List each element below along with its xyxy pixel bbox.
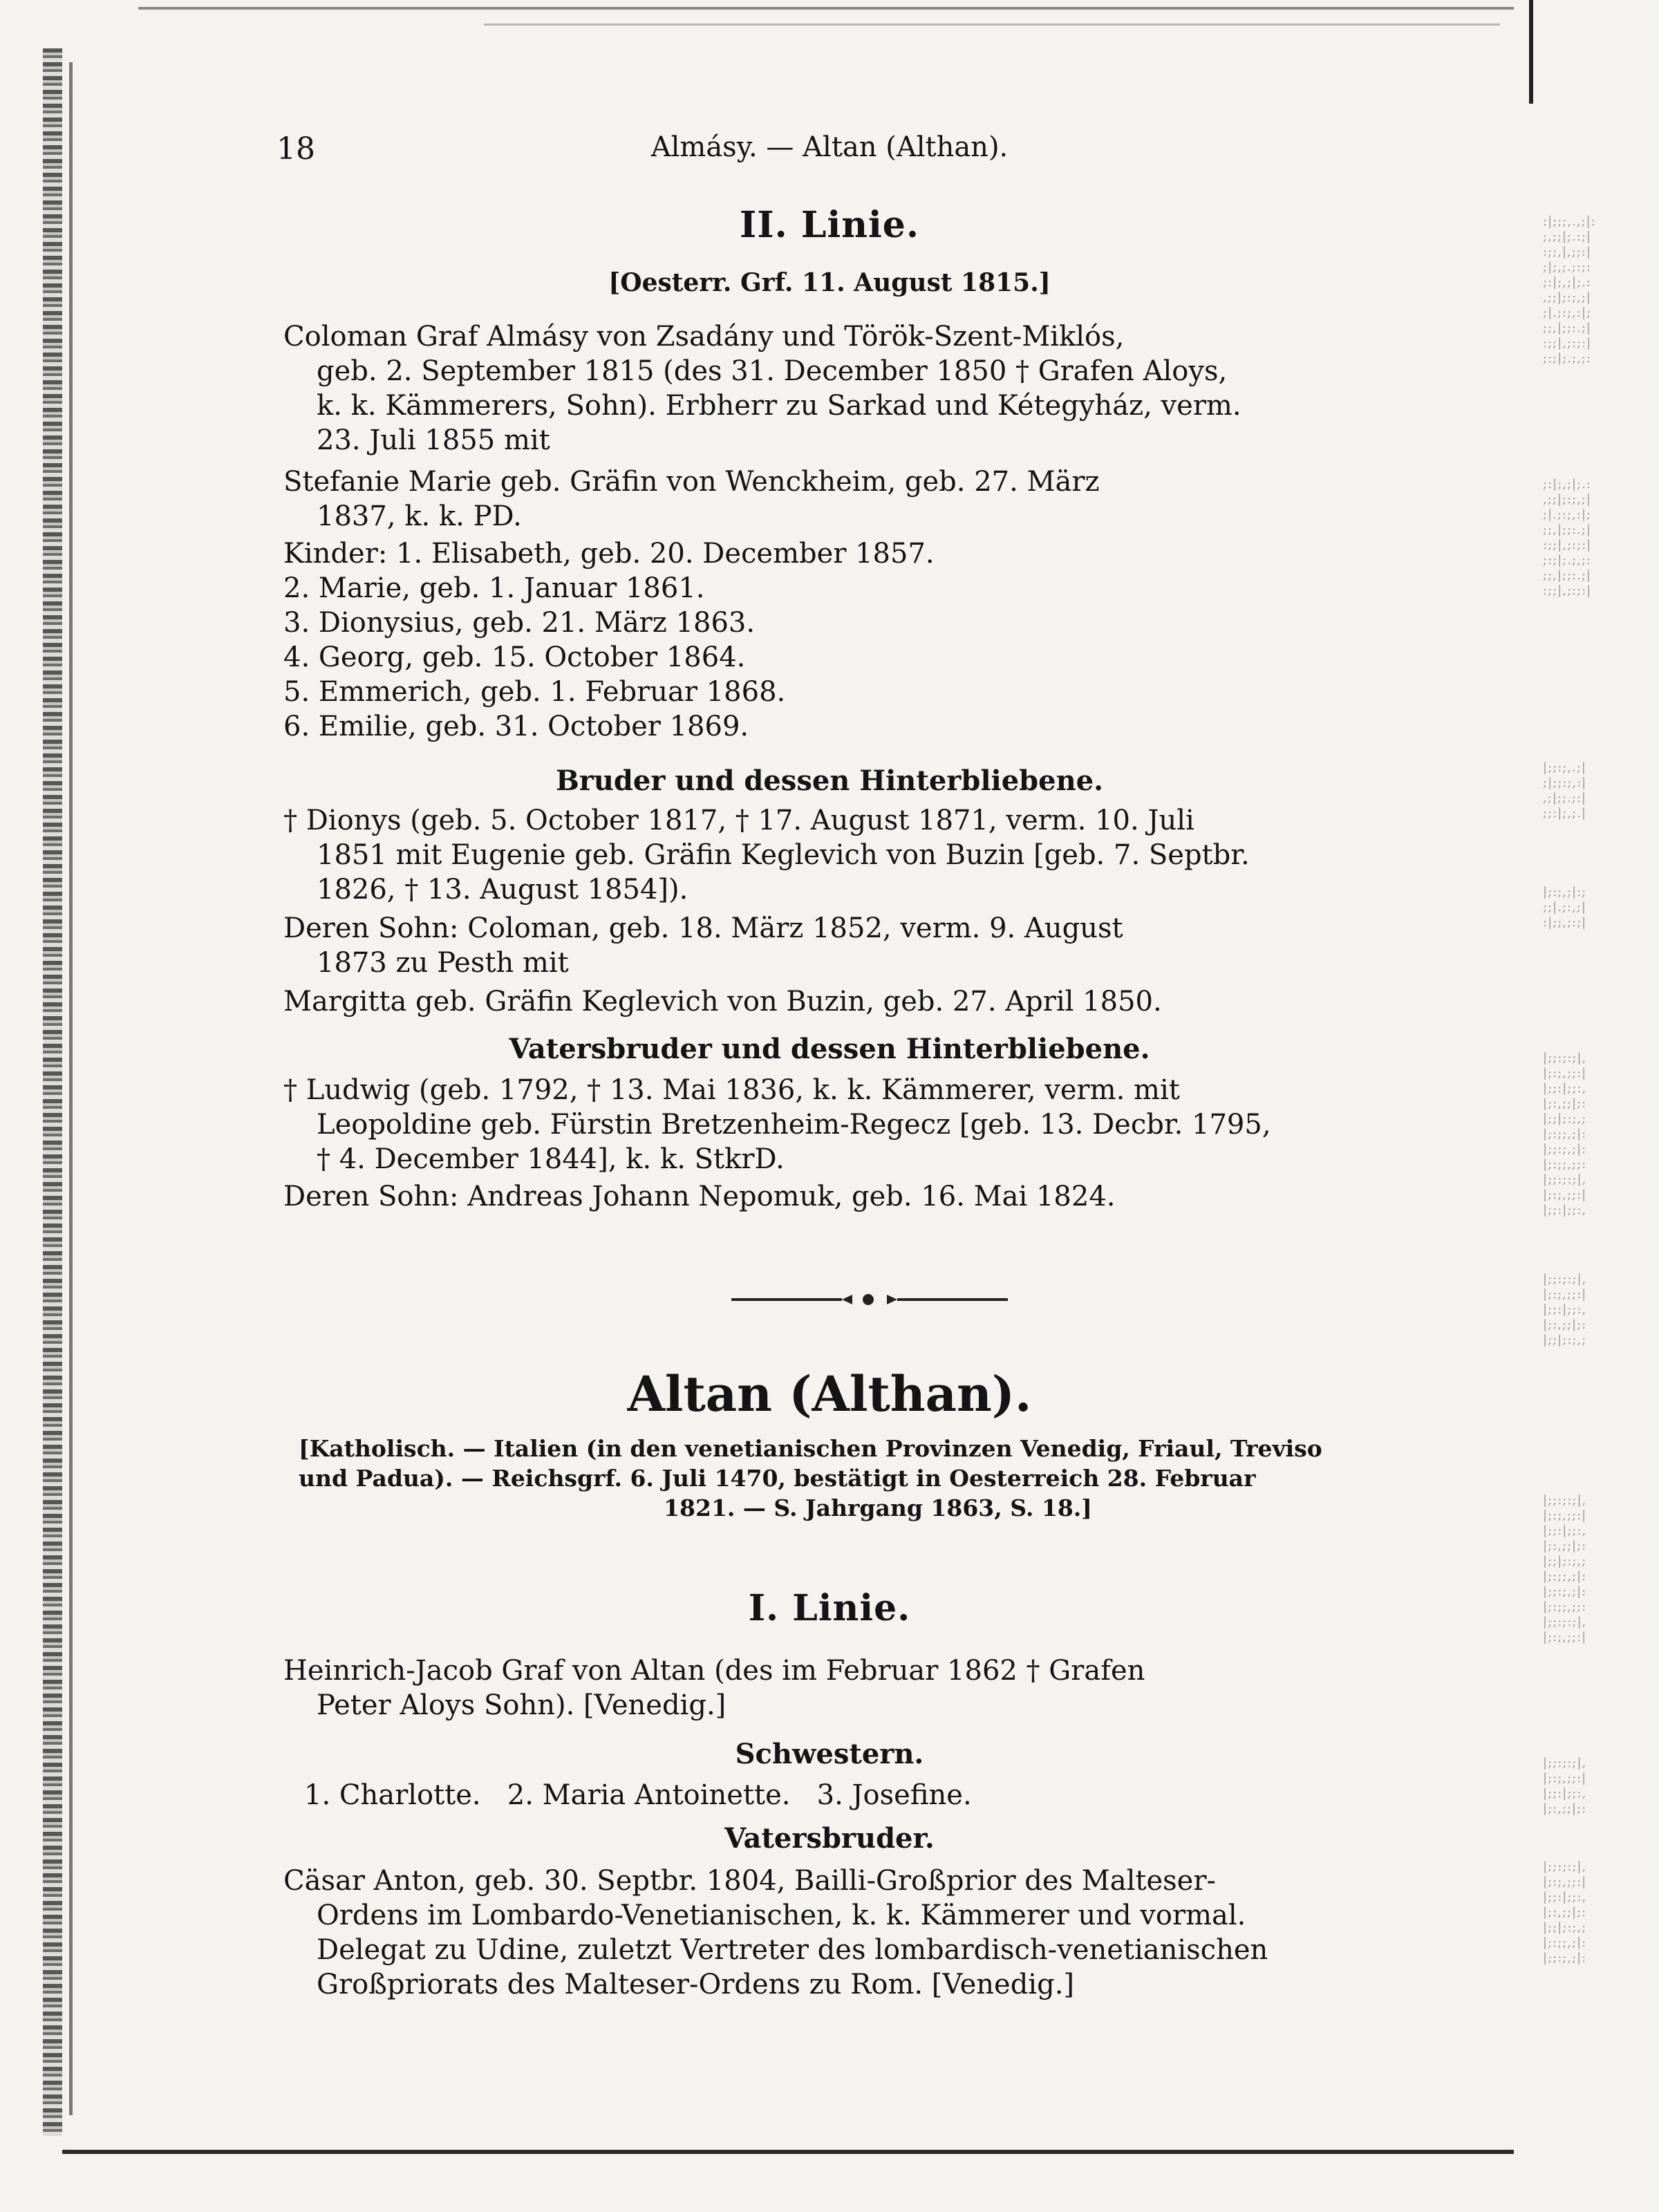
entry-line: Coloman Graf Almásy von Zsadány und Török-Szent-Miklós, <box>283 321 1125 353</box>
list-item: 3. Dionysius, geb. 21. März 1863. <box>283 607 756 639</box>
entry-line: Cäsar Anton, geb. 30. Septbr. 1804, Bailli-Großprior des Malteser- <box>283 1865 1216 1897</box>
entry-line: 1826, † 13. August 1854]). <box>317 874 688 906</box>
note-line: [Katholisch. — Italien (in den venetianischen Provinzen Venedig, Friaul, Treviso <box>299 1435 1322 1462</box>
entry-line: k. k. Kämmerers, Sohn). Erbherr zu Sarkad und Kétegyház, verm. <box>317 390 1241 422</box>
entry-line: Großpriorats des Malteser-Ordens zu Rom. [Venedig.] <box>317 1969 1075 2000</box>
children-list <box>283 536 1459 744</box>
scan-edge-right <box>1529 0 1533 104</box>
scan-edge-binding <box>69 62 73 2115</box>
entry-margitta <box>283 984 1459 1019</box>
note-line: 1821. — S. Jahrgang 1863, S. 18.] <box>664 1494 1092 1521</box>
list-item: 1. Charlotte. 2. Maria Antoinette. 3. Josefine. <box>304 1779 972 1811</box>
entry-line: 1873 zu Pesth mit <box>317 947 569 979</box>
entry-line: Deren Sohn: Andreas Johann Nepomuk, geb. 16. Mai 1824. <box>283 1181 1116 1212</box>
bleed-through-text: |;;:;:;|, |;:;,;;:| |;;:|;;:, |;:,;;|;: |;;|;:;,; |;:;;,;|: |;;:;,;|: |;:;;,;;: |;;:;:;|, |;:;,;;:| |;;:|;;:, <box>1543 1051 1587 1217</box>
entry-line: Margitta geb. Gräfin Keglevich von Buzin, geb. 27. April 1850. <box>283 986 1162 1018</box>
scan-edge-top-secondary <box>484 24 1500 26</box>
list-item: 6. Emilie, geb. 31. October 1869. <box>283 711 749 742</box>
entry-line: Ordens im Lombardo-Venetianischen, k. k. Kämmerer und vormal. <box>317 1900 1246 1931</box>
family-note <box>299 1434 1457 1523</box>
bleed-through-text: |;;:;:;|, |;:;,;;:| |;;:|;;:, |;:,;;|;: |;;|;:;,; |;:;;,;|: |;;:;,;|: <box>1543 1859 1587 1965</box>
list-item: 2. Marie, geb. 1. Januar 1861. <box>283 572 705 604</box>
bleed-through-text: :|;;;,.,;|: ;,;;|;.:;| :;;,|,;;:| ;|;,;.;:;: ;:|;,;|;.: ,;;|;:;,;| ;|.;:;,:|; ;;,|;;:.;| :;;|,;:;:| ;:;|;.;,;: <box>1543 214 1596 366</box>
entry-line: Stefanie Marie geb. Gräfin von Wenckheim, geb. 27. März <box>283 466 1100 498</box>
bleed-through-text: |;;:;:;|, |;:;,;;:| |;;:|;;:, |;:,;;|;: |;;|;:;,; <box>1543 1272 1587 1347</box>
entry-line: Delegat zu Udine, zuletzt Vertreter des lombardisch-venetianischen <box>317 1934 1268 1966</box>
subheading-brother: Bruder und dessen Hinterbliebene. <box>555 765 1104 797</box>
entry-coloman <box>283 319 1459 458</box>
subheading-paternal-uncle: Vatersbruder. <box>724 1822 935 1855</box>
bleed-through-text: |;;:;:;|, |;:;,;;:| |;;:|;;:, |;:,;;|;: |;;|;:;,; |;:;;,;|: |;;:;,;|: |;:;;,;;: |;;:;:;|, |;:;,;;:| <box>1543 1493 1587 1644</box>
entry-line: † Ludwig (geb. 1792, † 13. Mai 1836, k. k. Kämmerer, verm. mit <box>283 1074 1180 1106</box>
scan-edge-bottom <box>62 2150 1514 2154</box>
sisters-list <box>304 1778 1479 1812</box>
subheading-sisters: Schwestern. <box>735 1738 924 1770</box>
scan-edge-top <box>138 7 1514 10</box>
entry-line: † 4. December 1844], k. k. StkrD. <box>317 1143 785 1175</box>
running-head: Almásy. — Altan (Althan). <box>650 131 1009 163</box>
list-item: 5. Emmerich, geb. 1. Februar 1868. <box>283 676 786 708</box>
entry-line: geb. 2. September 1815 (des 31. December 1850 † Grafen Aloys, <box>317 355 1228 387</box>
entry-heinrich-jacob <box>283 1653 1459 1723</box>
entry-line: Deren Sohn: Coloman, geb. 18. März 1852, verm. 9. August <box>283 912 1123 944</box>
list-item: Kinder: 1. Elisabeth, geb. 20. December 1857. <box>283 538 935 570</box>
entry-ludwig <box>283 1073 1459 1177</box>
ornament-divider <box>731 1293 1008 1306</box>
entry-caesar-anton <box>283 1864 1459 2002</box>
entry-line: Leopoldine geb. Fürstin Bretzenheim-Regecz [geb. 13. Decbr. 1795, <box>317 1109 1271 1141</box>
bleed-through-text: ;:|;,;|;.: ,;;|;:;,;| ;|.;:;,:|; ;;,|;;:.;| :;;|,;:;:| ;:;|;.;,;: ;;,|;;:.;| :;;|,;:;:| <box>1543 477 1592 598</box>
note-line: und Padua). — Reichsgrf. 6. Juli 1470, bestätigt in Oesterreich 28. Februar <box>299 1465 1256 1492</box>
bleed-through-text: |;;:;,.;| ;|;;:;,:| ,;|;;.;:| ;;:|;,;.| <box>1543 760 1587 821</box>
bleed-through-text: |;;:;:;|, |;:;,;;:| |;;:|;;:, |;:,;;|;: <box>1543 1756 1587 1816</box>
entry-line: Peter Aloys Sohn). [Venedig.] <box>317 1689 727 1721</box>
entry-line: Heinrich-Jacob Graf von Altan (des im Februar 1862 † Grafen <box>283 1655 1145 1687</box>
section-heading-ii-linie: II. Linie. <box>740 204 919 246</box>
entry-dionys <box>283 803 1459 907</box>
entry-stefanie <box>283 465 1459 534</box>
entry-line: 1837, k. k. PD. <box>317 500 522 532</box>
entry-line: 23. Juli 1855 mit <box>317 424 550 456</box>
family-title: Altan (Althan). <box>627 1365 1032 1423</box>
subheading-uncle: Vatersbruder und dessen Hinterbliebene. <box>509 1033 1150 1065</box>
entry-line: 1851 mit Eugenie geb. Gräfin Keglevich von Buzin [geb. 7. Septbr. <box>317 839 1250 871</box>
section-heading-i-linie: I. Linie. <box>748 1587 911 1629</box>
entry-andreas <box>283 1179 1459 1214</box>
bleed-through-text: |;:;,;|:; ;;|.;:,;| :|;;,;:;| <box>1543 885 1587 930</box>
entry-brother-son <box>283 911 1459 980</box>
section-subheading-creation: [Oesterr. Grf. 11. August 1815.] <box>608 268 1051 297</box>
list-item: 4. Georg, geb. 15. October 1864. <box>283 641 746 673</box>
entry-line: † Dionys (geb. 5. October 1817, † 17. August 1871, verm. 10. Juli <box>283 805 1194 836</box>
page-number: 18 <box>276 131 315 167</box>
